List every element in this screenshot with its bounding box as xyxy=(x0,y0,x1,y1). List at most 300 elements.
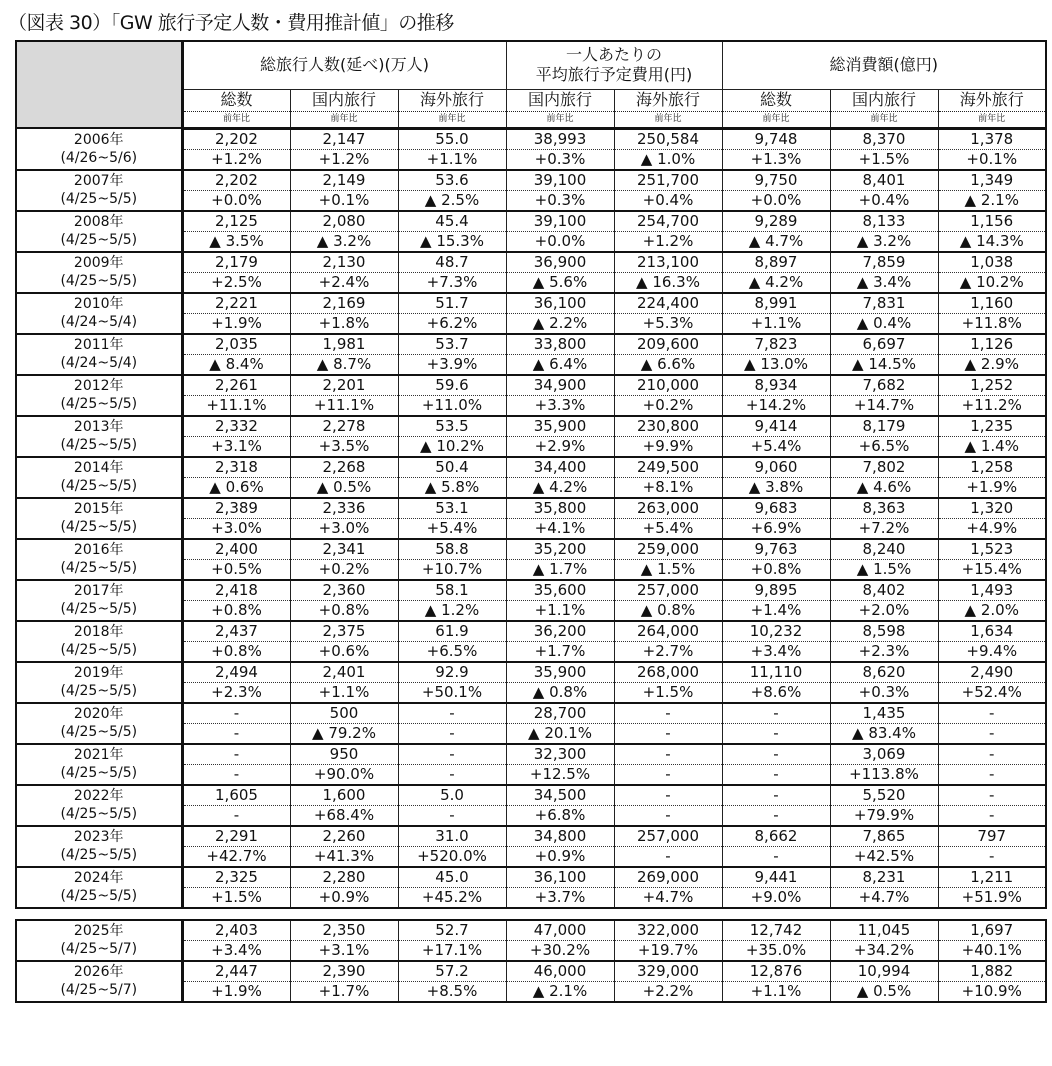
yoy-cell: +6.9% xyxy=(722,518,830,539)
yoy-label: 前年比 xyxy=(722,111,830,128)
group-header-travelers: 総旅行人数(延べ)(万人) xyxy=(182,41,506,89)
yoy-cell: +0.9% xyxy=(290,887,398,908)
yoy-cell: ▲ 8.7% xyxy=(290,354,398,375)
value-cell: 1,605 xyxy=(182,785,290,806)
year-label xyxy=(16,539,182,580)
value-cell: - xyxy=(722,703,830,724)
value-cell: 1,126 xyxy=(938,334,1046,355)
table-row xyxy=(16,539,1046,560)
column-header: 国内旅行 xyxy=(506,89,614,111)
period: (4/25~5/5) xyxy=(60,519,138,535)
yoy-cell: ▲ 4.7% xyxy=(722,231,830,252)
value-cell: 8,598 xyxy=(830,621,938,642)
value-cell: 2,332 xyxy=(182,416,290,437)
value-cell: 1,882 xyxy=(938,961,1046,982)
year: 2011年 xyxy=(73,337,124,353)
value-cell: 92.9 xyxy=(398,662,506,683)
value-cell: 11,110 xyxy=(722,662,830,683)
year-label xyxy=(16,920,182,961)
yoy-cell: ▲ 5.6% xyxy=(506,272,614,293)
yoy-cell: ▲ 20.1% xyxy=(506,723,614,744)
yoy-cell: +0.4% xyxy=(830,190,938,211)
value-cell: - xyxy=(614,744,722,765)
yoy-cell: +14.2% xyxy=(722,395,830,416)
value-cell: 2,169 xyxy=(290,293,398,314)
yoy-cell: ▲ 6.6% xyxy=(614,354,722,375)
value-cell: 7,682 xyxy=(830,375,938,396)
yoy-cell: +1.5% xyxy=(614,682,722,703)
value-cell: 249,500 xyxy=(614,457,722,478)
value-cell: 12,876 xyxy=(722,961,830,982)
yoy-cell: +8.6% xyxy=(722,682,830,703)
value-cell: 230,800 xyxy=(614,416,722,437)
yoy-label: 前年比 xyxy=(830,111,938,128)
value-cell: 2,447 xyxy=(182,961,290,982)
yoy-cell: ▲ 5.8% xyxy=(398,477,506,498)
value-cell: 8,402 xyxy=(830,580,938,601)
value-cell: 5,520 xyxy=(830,785,938,806)
year-label xyxy=(16,826,182,867)
yoy-cell: +2.5% xyxy=(182,272,290,293)
yoy-cell: +1.5% xyxy=(830,149,938,170)
yoy-cell: +0.9% xyxy=(506,846,614,867)
table-row xyxy=(16,662,1046,683)
value-cell: 8,231 xyxy=(830,867,938,888)
value-cell: 34,500 xyxy=(506,785,614,806)
yoy-label: 前年比 xyxy=(398,111,506,128)
period: (4/25~5/5) xyxy=(60,765,138,781)
yoy-cell: +6.5% xyxy=(398,641,506,662)
yoy-cell: ▲ 0.4% xyxy=(830,313,938,334)
yoy-cell: +4.7% xyxy=(614,887,722,908)
year: 2023年 xyxy=(73,829,124,845)
yoy-cell: +8.1% xyxy=(614,477,722,498)
value-cell: 12,742 xyxy=(722,920,830,941)
yoy-cell: +0.0% xyxy=(182,190,290,211)
yoy-cell: +1.2% xyxy=(182,149,290,170)
year-label xyxy=(16,334,182,375)
value-cell: 36,200 xyxy=(506,621,614,642)
period: (4/25~5/5) xyxy=(60,806,138,822)
yoy-cell: ▲ 3.4% xyxy=(830,272,938,293)
value-cell: 9,895 xyxy=(722,580,830,601)
value-cell: 8,934 xyxy=(722,375,830,396)
year: 2010年 xyxy=(73,296,124,312)
yoy-cell: - xyxy=(938,764,1046,785)
year: 2008年 xyxy=(73,214,124,230)
yoy-cell: +1.8% xyxy=(290,313,398,334)
value-cell: 33,800 xyxy=(506,334,614,355)
value-cell: 254,700 xyxy=(614,211,722,232)
period: (4/25~5/5) xyxy=(60,232,138,248)
yoy-cell: +1.1% xyxy=(506,600,614,621)
period: (4/25~5/5) xyxy=(60,191,138,207)
value-cell: - xyxy=(938,785,1046,806)
yoy-cell: +3.0% xyxy=(290,518,398,539)
value-cell: 9,748 xyxy=(722,128,830,149)
value-cell: 1,156 xyxy=(938,211,1046,232)
figure-title: （図表 30）「GW 旅行予定人数・費用推計値」の推移 xyxy=(8,12,454,34)
yoy-cell: ▲ 1.5% xyxy=(830,559,938,580)
yoy-label: 前年比 xyxy=(506,111,614,128)
value-cell: 1,258 xyxy=(938,457,1046,478)
yoy-cell: ▲ 4.2% xyxy=(506,477,614,498)
group-header-total-spend: 総消費額(億円) xyxy=(722,41,1046,89)
yoy-cell: +51.9% xyxy=(938,887,1046,908)
year-label xyxy=(16,211,182,252)
year-label xyxy=(16,744,182,785)
yoy-cell: +0.0% xyxy=(506,231,614,252)
value-cell: 224,400 xyxy=(614,293,722,314)
yoy-cell: ▲ 0.8% xyxy=(614,600,722,621)
value-cell: 7,823 xyxy=(722,334,830,355)
value-cell: 329,000 xyxy=(614,961,722,982)
yoy-cell: +5.4% xyxy=(614,518,722,539)
value-cell: 8,620 xyxy=(830,662,938,683)
year: 2026年 xyxy=(73,964,124,980)
yoy-cell: +19.7% xyxy=(614,940,722,961)
yoy-cell: +7.3% xyxy=(398,272,506,293)
value-cell: 2,035 xyxy=(182,334,290,355)
value-cell: 7,859 xyxy=(830,252,938,273)
year: 2020年 xyxy=(73,706,124,722)
yoy-cell: ▲ 15.3% xyxy=(398,231,506,252)
value-cell: 2,325 xyxy=(182,867,290,888)
table-row xyxy=(16,867,1046,888)
value-cell: 2,202 xyxy=(182,128,290,149)
yoy-cell: ▲ 1.2% xyxy=(398,600,506,621)
table-row xyxy=(16,703,1046,724)
yoy-cell: ▲ 79.2% xyxy=(290,723,398,744)
yoy-cell: +0.3% xyxy=(506,190,614,211)
yoy-cell: ▲ 2.0% xyxy=(938,600,1046,621)
column-header: 総数 xyxy=(182,89,290,111)
yoy-cell: +0.6% xyxy=(290,641,398,662)
period: (4/25~5/5) xyxy=(60,847,138,863)
yoy-cell: ▲ 2.2% xyxy=(506,313,614,334)
value-cell: 34,400 xyxy=(506,457,614,478)
value-cell: - xyxy=(398,744,506,765)
year: 2013年 xyxy=(73,419,124,435)
value-cell: 8,179 xyxy=(830,416,938,437)
value-cell: - xyxy=(398,703,506,724)
period: (4/25~5/5) xyxy=(60,642,138,658)
table-row xyxy=(16,498,1046,519)
value-cell: 36,100 xyxy=(506,867,614,888)
year: 2017年 xyxy=(73,583,124,599)
value-cell: 53.7 xyxy=(398,334,506,355)
period: (4/25~5/5) xyxy=(60,888,138,904)
year: 2018年 xyxy=(73,624,124,640)
value-cell: 34,800 xyxy=(506,826,614,847)
year-label xyxy=(16,785,182,826)
yoy-cell: +1.7% xyxy=(506,641,614,662)
yoy-cell: +3.9% xyxy=(398,354,506,375)
yoy-cell: +2.4% xyxy=(290,272,398,293)
yoy-cell: +3.5% xyxy=(290,436,398,457)
value-cell: 7,865 xyxy=(830,826,938,847)
yoy-cell: +3.1% xyxy=(182,436,290,457)
column-header: 海外旅行 xyxy=(614,89,722,111)
value-cell: 52.7 xyxy=(398,920,506,941)
value-cell: 1,252 xyxy=(938,375,1046,396)
yoy-cell: +0.1% xyxy=(290,190,398,211)
value-cell: 1,160 xyxy=(938,293,1046,314)
yoy-cell: - xyxy=(398,723,506,744)
table-row xyxy=(16,621,1046,642)
value-cell: 35,600 xyxy=(506,580,614,601)
value-cell: 2,403 xyxy=(182,920,290,941)
value-cell: 51.7 xyxy=(398,293,506,314)
yoy-cell: +0.1% xyxy=(938,149,1046,170)
yoy-cell: +0.4% xyxy=(614,190,722,211)
year-label xyxy=(16,293,182,334)
yoy-cell: +40.1% xyxy=(938,940,1046,961)
year: 2012年 xyxy=(73,378,124,394)
yoy-cell: +2.2% xyxy=(614,981,722,1002)
yoy-cell: +68.4% xyxy=(290,805,398,826)
yoy-cell: ▲ 0.6% xyxy=(182,477,290,498)
value-cell: 2,350 xyxy=(290,920,398,941)
yoy-cell: +3.4% xyxy=(722,641,830,662)
value-cell: 53.6 xyxy=(398,170,506,191)
value-cell: 1,634 xyxy=(938,621,1046,642)
yoy-cell: +11.1% xyxy=(290,395,398,416)
gw-travel-table xyxy=(15,40,1047,909)
table-row xyxy=(16,334,1046,355)
year: 2007年 xyxy=(73,173,124,189)
value-cell: 6,697 xyxy=(830,334,938,355)
value-cell: 213,100 xyxy=(614,252,722,273)
value-cell: 2,278 xyxy=(290,416,398,437)
value-cell: 210,000 xyxy=(614,375,722,396)
yoy-cell: +9.9% xyxy=(614,436,722,457)
period: (4/25~5/5) xyxy=(60,273,138,289)
yoy-cell: ▲ 1.7% xyxy=(506,559,614,580)
yoy-cell: ▲ 10.2% xyxy=(398,436,506,457)
value-cell: 1,038 xyxy=(938,252,1046,273)
table-row xyxy=(16,252,1046,273)
yoy-cell: +113.8% xyxy=(830,764,938,785)
value-cell: 1,697 xyxy=(938,920,1046,941)
value-cell: 2,261 xyxy=(182,375,290,396)
yoy-cell: ▲ 4.6% xyxy=(830,477,938,498)
value-cell: 35,900 xyxy=(506,416,614,437)
yoy-cell: +5.3% xyxy=(614,313,722,334)
value-cell: 39,100 xyxy=(506,211,614,232)
yoy-cell: +0.8% xyxy=(290,600,398,621)
value-cell: 9,441 xyxy=(722,867,830,888)
value-cell: 9,289 xyxy=(722,211,830,232)
yoy-cell: +0.8% xyxy=(722,559,830,580)
yoy-cell: ▲ 1.5% xyxy=(614,559,722,580)
value-cell: 46,000 xyxy=(506,961,614,982)
yoy-cell: +1.7% xyxy=(290,981,398,1002)
value-cell: 2,494 xyxy=(182,662,290,683)
yoy-cell: ▲ 10.2% xyxy=(938,272,1046,293)
year: 2009年 xyxy=(73,255,124,271)
value-cell: 7,831 xyxy=(830,293,938,314)
yoy-cell: +0.3% xyxy=(830,682,938,703)
value-cell: 10,232 xyxy=(722,621,830,642)
year: 2021年 xyxy=(73,747,124,763)
value-cell: 2,080 xyxy=(290,211,398,232)
value-cell: 263,000 xyxy=(614,498,722,519)
value-cell: 2,336 xyxy=(290,498,398,519)
value-cell: 34,900 xyxy=(506,375,614,396)
value-cell: 2,418 xyxy=(182,580,290,601)
yoy-cell: +45.2% xyxy=(398,887,506,908)
value-cell: 58.1 xyxy=(398,580,506,601)
yoy-cell: +35.0% xyxy=(722,940,830,961)
yoy-cell: - xyxy=(614,846,722,867)
year-label xyxy=(16,867,182,908)
yoy-cell: +7.2% xyxy=(830,518,938,539)
period: (4/25~5/7) xyxy=(60,941,138,957)
yoy-cell: +50.1% xyxy=(398,682,506,703)
value-cell: 9,414 xyxy=(722,416,830,437)
value-cell: 47,000 xyxy=(506,920,614,941)
table-row xyxy=(16,826,1046,847)
value-cell: 257,000 xyxy=(614,580,722,601)
year: 2016年 xyxy=(73,542,124,558)
value-cell: 322,000 xyxy=(614,920,722,941)
value-cell: 53.1 xyxy=(398,498,506,519)
value-cell: 1,981 xyxy=(290,334,398,355)
yoy-cell: +42.7% xyxy=(182,846,290,867)
value-cell: 2,202 xyxy=(182,170,290,191)
value-cell: - xyxy=(938,703,1046,724)
yoy-cell: +5.4% xyxy=(722,436,830,457)
value-cell: - xyxy=(614,785,722,806)
yoy-cell: +0.2% xyxy=(290,559,398,580)
yoy-cell: +12.5% xyxy=(506,764,614,785)
yoy-cell: ▲ 0.5% xyxy=(290,477,398,498)
value-cell: 59.6 xyxy=(398,375,506,396)
yoy-cell: ▲ 83.4% xyxy=(830,723,938,744)
value-cell: 55.0 xyxy=(398,128,506,149)
value-cell: 28,700 xyxy=(506,703,614,724)
year-label xyxy=(16,416,182,457)
value-cell: 48.7 xyxy=(398,252,506,273)
column-header: 海外旅行 xyxy=(398,89,506,111)
value-cell: 7,802 xyxy=(830,457,938,478)
year: 2019年 xyxy=(73,665,124,681)
value-cell: 250,584 xyxy=(614,128,722,149)
yoy-cell: +1.1% xyxy=(398,149,506,170)
value-cell: 31.0 xyxy=(398,826,506,847)
yoy-cell: +520.0% xyxy=(398,846,506,867)
yoy-label: 前年比 xyxy=(290,111,398,128)
yoy-cell: +0.8% xyxy=(182,641,290,662)
yoy-cell: +1.5% xyxy=(182,887,290,908)
year: 2022年 xyxy=(73,788,124,804)
value-cell: 2,375 xyxy=(290,621,398,642)
value-cell: 2,389 xyxy=(182,498,290,519)
value-cell: 2,341 xyxy=(290,539,398,560)
year-label xyxy=(16,170,182,211)
yoy-cell: +2.0% xyxy=(830,600,938,621)
corner-header xyxy=(16,41,182,128)
year-label xyxy=(16,498,182,539)
value-cell: 1,349 xyxy=(938,170,1046,191)
value-cell: 1,211 xyxy=(938,867,1046,888)
yoy-cell: +1.9% xyxy=(182,981,290,1002)
yoy-label: 前年比 xyxy=(182,111,290,128)
yoy-cell: +4.7% xyxy=(830,887,938,908)
yoy-cell: +2.3% xyxy=(830,641,938,662)
value-cell: 500 xyxy=(290,703,398,724)
value-cell: 9,750 xyxy=(722,170,830,191)
year-label xyxy=(16,662,182,703)
yoy-cell: +11.1% xyxy=(182,395,290,416)
yoy-cell: +2.9% xyxy=(506,436,614,457)
yoy-label: 前年比 xyxy=(938,111,1046,128)
period: (4/25~5/5) xyxy=(60,683,138,699)
value-cell: 2,318 xyxy=(182,457,290,478)
table-row xyxy=(16,744,1046,765)
value-cell: 2,268 xyxy=(290,457,398,478)
yoy-cell: - xyxy=(722,846,830,867)
value-cell: 9,683 xyxy=(722,498,830,519)
yoy-cell: ▲ 4.2% xyxy=(722,272,830,293)
value-cell: 10,994 xyxy=(830,961,938,982)
value-cell: 8,662 xyxy=(722,826,830,847)
value-cell: 32,300 xyxy=(506,744,614,765)
period: (4/24~5/4) xyxy=(60,314,138,330)
value-cell: 53.5 xyxy=(398,416,506,437)
value-cell: - xyxy=(722,744,830,765)
yoy-cell: +0.0% xyxy=(722,190,830,211)
yoy-cell: +0.5% xyxy=(182,559,290,580)
year: 2024年 xyxy=(73,870,124,886)
yoy-cell: +6.8% xyxy=(506,805,614,826)
period: (4/25~5/5) xyxy=(60,478,138,494)
value-cell: 2,147 xyxy=(290,128,398,149)
yoy-cell: +11.8% xyxy=(938,313,1046,334)
year-label xyxy=(16,580,182,621)
yoy-cell: +1.2% xyxy=(290,149,398,170)
year: 2014年 xyxy=(73,460,124,476)
value-cell: 2,221 xyxy=(182,293,290,314)
year-label xyxy=(16,375,182,416)
value-cell: 35,800 xyxy=(506,498,614,519)
gw-forecast-table xyxy=(15,919,1047,1003)
yoy-cell: +0.3% xyxy=(506,149,614,170)
period: (4/25~5/5) xyxy=(60,560,138,576)
yoy-cell: ▲ 3.8% xyxy=(722,477,830,498)
year-label xyxy=(16,128,182,170)
yoy-cell: - xyxy=(722,805,830,826)
value-cell: 268,000 xyxy=(614,662,722,683)
period: (4/25~5/5) xyxy=(60,601,138,617)
value-cell: 1,493 xyxy=(938,580,1046,601)
value-cell: 2,390 xyxy=(290,961,398,982)
value-cell: 259,000 xyxy=(614,539,722,560)
yoy-cell: - xyxy=(938,723,1046,744)
yoy-cell: +3.3% xyxy=(506,395,614,416)
yoy-cell: ▲ 14.5% xyxy=(830,354,938,375)
table-row xyxy=(16,416,1046,437)
yoy-cell: - xyxy=(722,723,830,744)
yoy-cell: - xyxy=(398,764,506,785)
value-cell: 2,490 xyxy=(938,662,1046,683)
yoy-cell: +1.1% xyxy=(722,313,830,334)
value-cell: 9,763 xyxy=(722,539,830,560)
yoy-cell: ▲ 16.3% xyxy=(614,272,722,293)
yoy-cell: ▲ 6.4% xyxy=(506,354,614,375)
value-cell: 2,437 xyxy=(182,621,290,642)
